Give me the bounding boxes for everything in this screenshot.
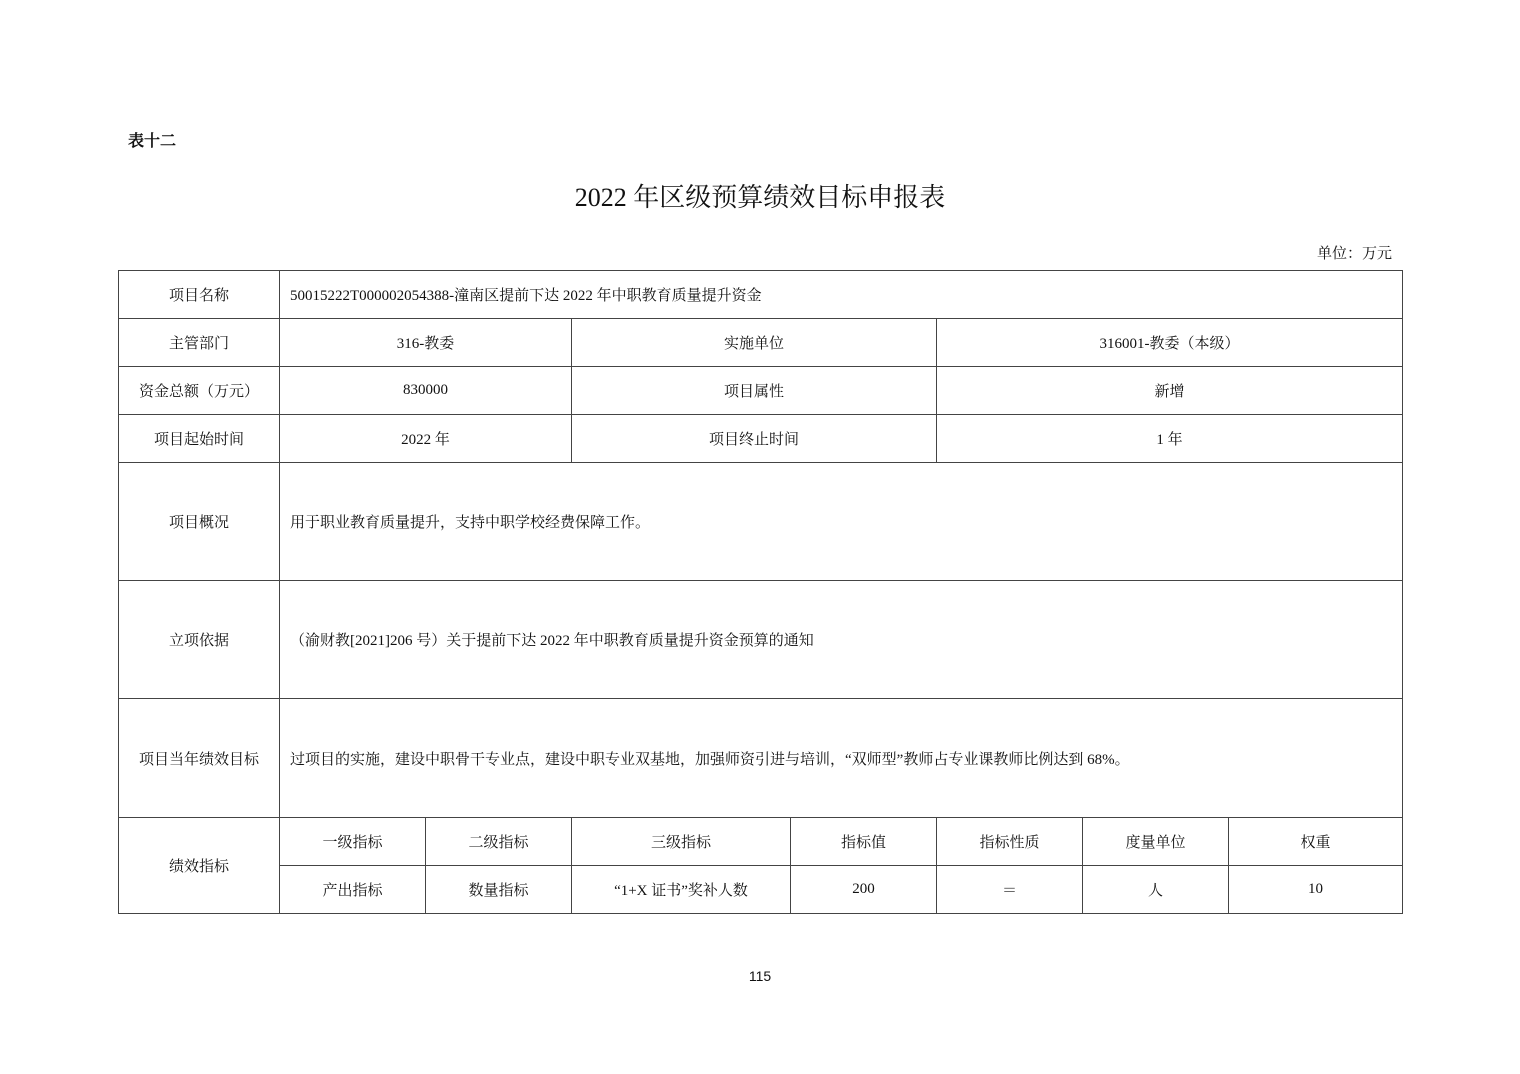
row-project-time <box>119 415 1403 463</box>
header-level2: 二级指标 <box>426 818 572 866</box>
cell-weight: 10 <box>1229 866 1403 914</box>
value-overview: 用于职业教育质量提升，支持中职学校经费保障工作。 <box>280 463 1403 581</box>
label-start-time: 项目起始时间 <box>119 415 280 463</box>
cell-level2: 数量指标 <box>426 866 572 914</box>
label-annual-goal: 项目当年绩效目标 <box>119 699 280 818</box>
value-basis: （渝财教[2021]206 号）关于提前下达 2022 年中职教育质量提升资金预算的通知 <box>280 581 1403 699</box>
unit-label: 单位：万元 <box>1316 246 1392 262</box>
label-implementer: 实施单位 <box>572 319 937 367</box>
row-project-name <box>119 271 1403 319</box>
label-end-time: 项目终止时间 <box>572 415 937 463</box>
label-project-name: 项目名称 <box>119 271 280 319</box>
label-overview: 项目概况 <box>119 463 280 581</box>
value-implementer: 316001-教委（本级） <box>937 319 1403 367</box>
header-nature: 指标性质 <box>937 818 1083 866</box>
table-row <box>119 866 1403 914</box>
label-indicators: 绩效指标 <box>119 818 280 914</box>
value-start-time: 2022 年 <box>280 415 572 463</box>
cell-level1: 产出指标 <box>280 866 426 914</box>
value-end-time: 1 年 <box>937 415 1403 463</box>
label-total-funds: 资金总额（万元） <box>119 367 280 415</box>
table-number-label: 表十二 <box>128 133 177 150</box>
header-value: 指标值 <box>791 818 937 866</box>
document-title: 2022 年区级预算绩效目标申报表 <box>574 183 946 212</box>
header-unit: 度量单位 <box>1083 818 1229 866</box>
value-project-attribute: 新增 <box>937 367 1403 415</box>
cell-level3: “1+X 证书”奖补人数 <box>572 866 791 914</box>
value-total-funds: 830000 <box>280 367 572 415</box>
row-annual-goal <box>119 699 1403 818</box>
cell-unit: 人 <box>1083 866 1229 914</box>
performance-goal-form <box>118 270 1403 914</box>
label-department: 主管部门 <box>119 319 280 367</box>
page-number: 115 <box>748 968 772 984</box>
header-level1: 一级指标 <box>280 818 426 866</box>
row-total-funds <box>119 367 1403 415</box>
label-project-attribute: 项目属性 <box>572 367 937 415</box>
row-basis <box>119 581 1403 699</box>
value-annual-goal: 过项目的实施，建设中职骨干专业点，建设中职专业双基地，加强师资引进与培训，“双师型”教师占专业课教师比例达到 68%。 <box>280 699 1403 818</box>
cell-nature: ＝ <box>937 866 1083 914</box>
row-department <box>119 319 1403 367</box>
cell-value: 200 <box>791 866 937 914</box>
value-department: 316-教委 <box>280 319 572 367</box>
header-weight: 权重 <box>1229 818 1403 866</box>
row-overview <box>119 463 1403 581</box>
row-indicator-headers <box>119 818 1403 866</box>
label-basis: 立项依据 <box>119 581 280 699</box>
header-level3: 三级指标 <box>572 818 791 866</box>
value-project-name: 50015222T000002054388-潼南区提前下达 2022 年中职教育质量提升资金 <box>280 271 1403 319</box>
